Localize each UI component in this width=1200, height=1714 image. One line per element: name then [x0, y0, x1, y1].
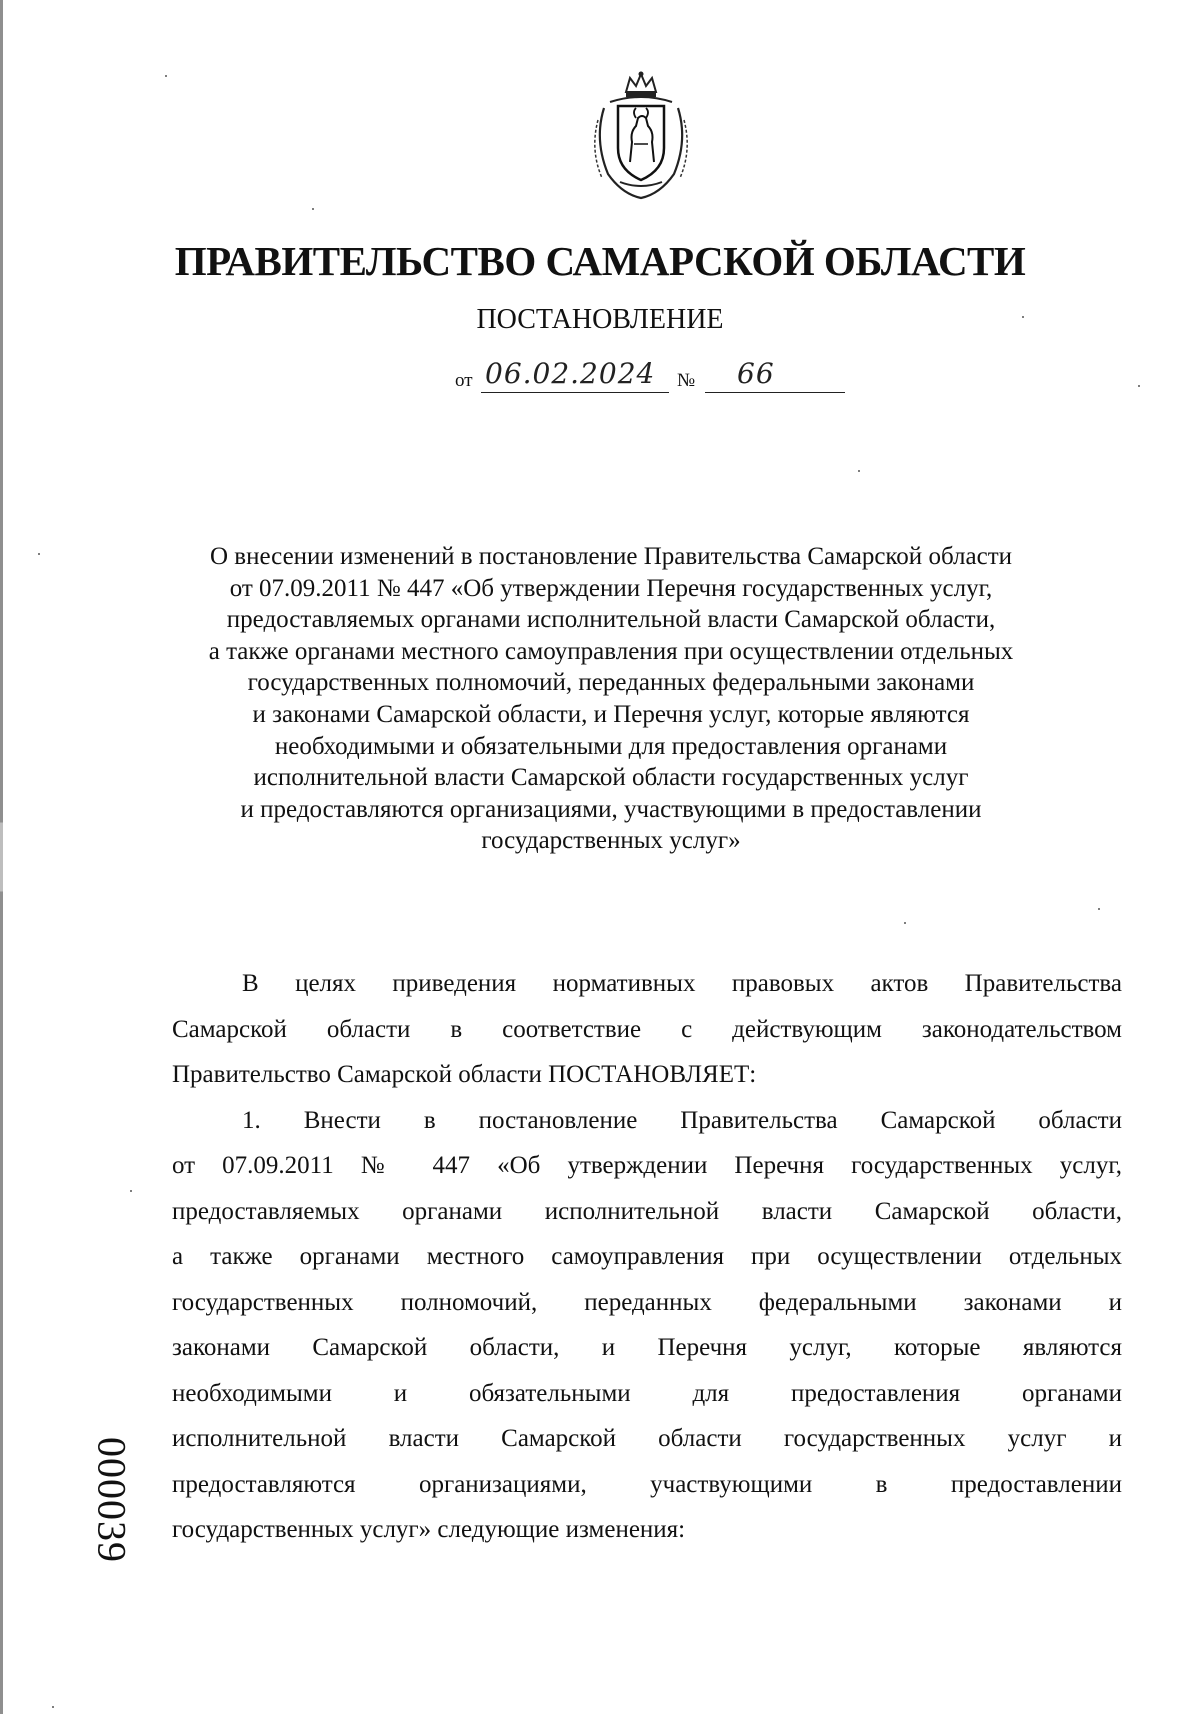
serial-text: 000039 [89, 1437, 135, 1563]
subject-line: и законами Самарской области, и Перечня услуг, которые являются [252, 700, 970, 728]
body-line: необходимыми и обязательными для предоставления органами [172, 1379, 1122, 1407]
subject-line: а также органами местного самоуправления при осуществлении отдельных [208, 637, 1014, 665]
subject-line: государственных услуг» [481, 827, 741, 855]
date-underline [481, 392, 669, 393]
body-line: предоставляются организациями, участвующими в предоставлении [172, 1470, 1122, 1498]
subject-line: предоставляемых органами исполнительной власти Самарской области, [226, 606, 996, 634]
scan-speck [130, 1190, 132, 1192]
body-line: государственных услуг» следующие изменения: [172, 1516, 686, 1543]
document-body [172, 961, 1122, 1553]
body-line: исполнительной власти Самарской области государственных услуг и [172, 1425, 1122, 1452]
number-underline [705, 392, 845, 393]
date-value: 06.02.2024 [485, 357, 656, 390]
scan-speck [52, 1706, 54, 1708]
scan-speck [312, 208, 314, 210]
scan-speck [858, 470, 860, 472]
document-type: ПОСТАНОВЛЕНИЕ [476, 304, 724, 335]
body-line: а также органами местного самоуправления при осуществлении отдельных [172, 1243, 1122, 1270]
subject-line: исполнительной власти Самарской области государственных услуг [253, 764, 969, 792]
organization-title: ПРАВИТЕЛЬСТВО САМАРСКОЙ ОБЛАСТИ [174, 238, 1026, 284]
scan-speck [165, 75, 167, 77]
subject-line: и предоставляются организациями, участвующими в предоставлении [240, 795, 982, 823]
body-line: 1. Внести в постановление Правительства Самарской области [242, 1106, 1122, 1134]
subject-line: необходимыми и обязательными для предоставления органами [274, 732, 948, 760]
body-line: В целях приведения нормативных правовых актов Правительства [242, 970, 1122, 997]
scan-speck [1138, 385, 1140, 387]
body-line: Самарской области в соответствие с действующим законодательством [172, 1015, 1122, 1043]
body-line: Правительство Самарской области ПОСТАНОВЛЯЕТ: [172, 1061, 757, 1088]
registration-line [455, 356, 855, 396]
scan-speck [1022, 316, 1024, 318]
number-label: № [677, 370, 696, 391]
body-line: от 07.09.2011 № 447 «Об утверждении Перечня государственных услуг, [172, 1152, 1122, 1179]
scan-speck [38, 553, 40, 555]
subject-line: О внесении изменений в постановление Правительства Самарской области [209, 543, 1013, 570]
scan-speck [904, 922, 906, 924]
document-subject [170, 541, 1052, 857]
subject-line: от 07.09.2011 № 447 «Об утверждении Перечня государственных услуг, [229, 574, 993, 602]
margin-serial-number [90, 1420, 134, 1580]
scan-speck [1098, 908, 1100, 910]
number-value: 66 [737, 357, 775, 390]
subject-line: государственных полномочий, переданных федеральными законами [247, 669, 975, 697]
body-line: государственных полномочий, переданных федеральными законами и [172, 1288, 1122, 1316]
body-line: законами Самарской области, и Перечня услуг, которые являются [172, 1334, 1122, 1361]
date-label: от [455, 370, 473, 391]
body-line: предоставляемых органами исполнительной власти Самарской области, [172, 1197, 1122, 1225]
coat-of-arms-icon [586, 70, 696, 200]
